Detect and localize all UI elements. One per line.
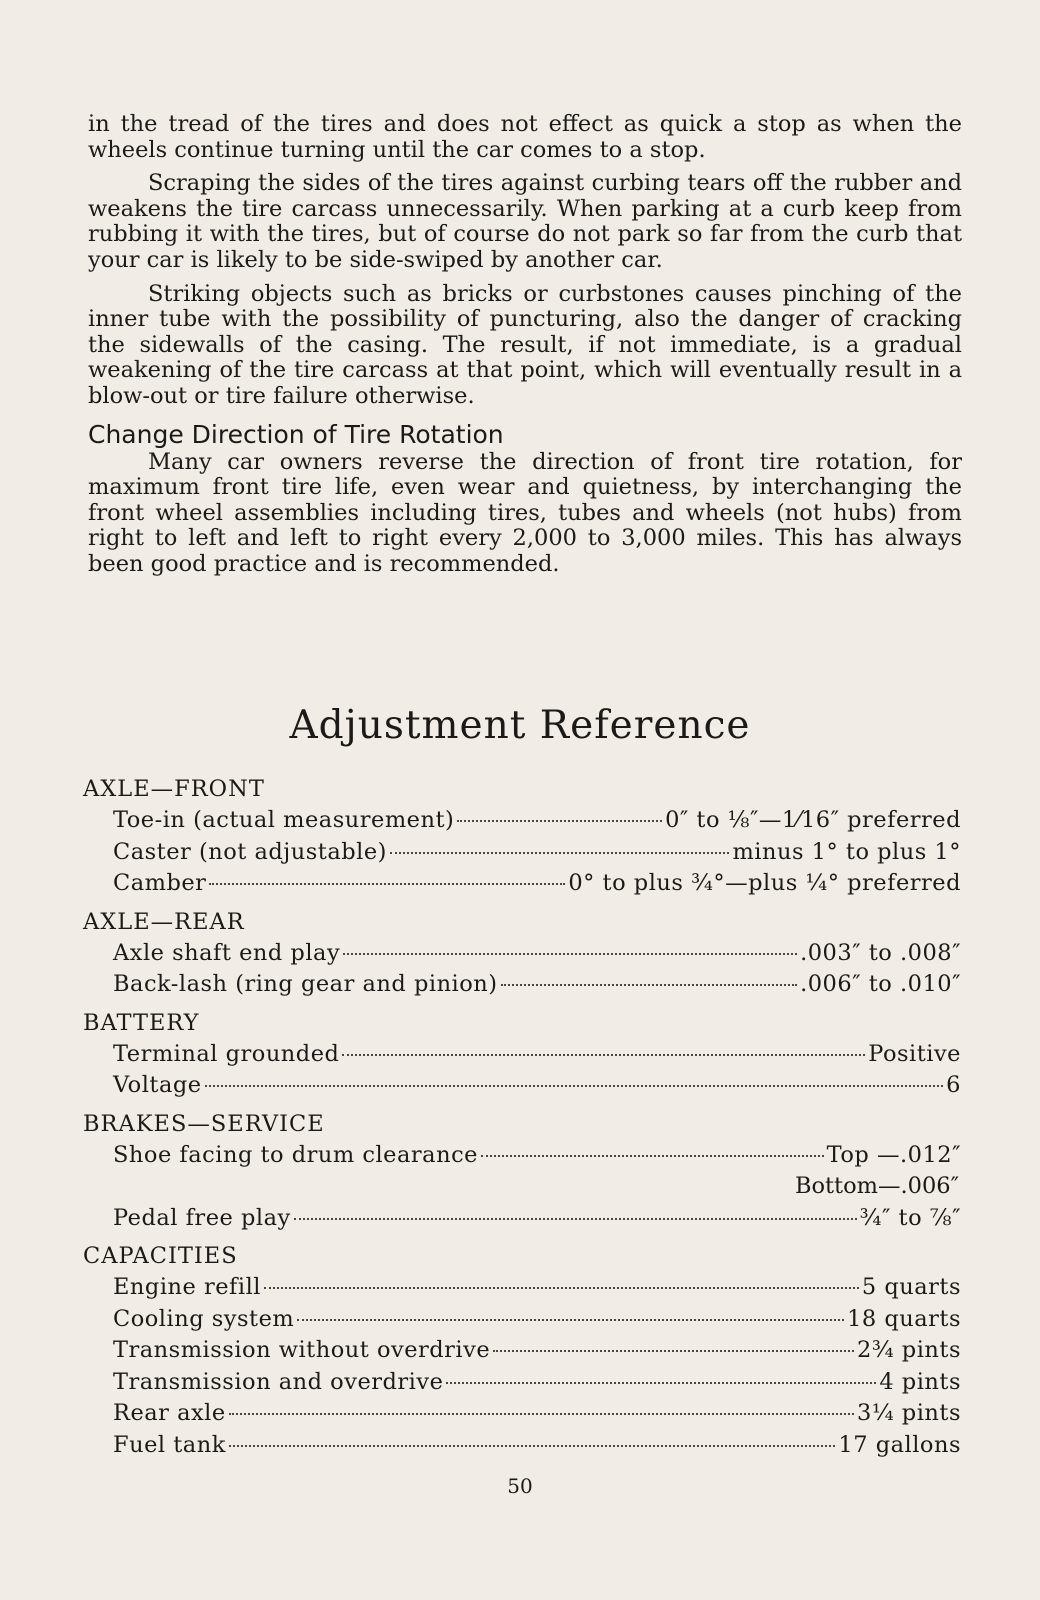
leader-dots [229,1413,854,1415]
reference-row [83,1398,961,1430]
reference-section [83,1007,961,1102]
reference-row-value: ¾″ to ⅞″ [859,1204,961,1231]
reference-row [83,1203,961,1235]
reference-row [83,1304,961,1336]
reference-row-label: Transmission and overdrive [113,1368,444,1395]
leader-dots [457,820,662,822]
reference-row [83,938,961,970]
reference-row-label: Engine refill [113,1274,261,1300]
reference-section-heading: AXLE—FRONT [83,776,265,802]
leader-dots [342,1054,865,1056]
reference-row [83,1335,961,1367]
leader-dots [264,1287,859,1289]
reference-row [83,1367,961,1399]
section-heading-tire-rotation: Change Direction of Tire Rotation [88,419,504,449]
leader-dots [297,1319,844,1321]
reference-row-value: 0° to plus ¾°—plus ¼° preferred [568,870,961,896]
reference-section-heading: BRAKES—SERVICE [83,1110,325,1137]
reference-row [83,837,961,869]
reference-section [83,906,961,1001]
reference-row [83,1272,961,1304]
adjustment-reference-title: Adjustment Reference [289,703,751,748]
reference-row-label: Pedal free play [113,1204,291,1231]
reference-row-value: 6 [946,1072,961,1098]
reference-row-value: 4 pints [879,1368,961,1395]
reference-row-value: .006″ to .010″ [800,971,961,997]
reference-row [83,1140,961,1172]
body-text [88,112,962,586]
reference-row [83,969,961,1001]
leader-dots [229,1445,836,1447]
adjustment-reference-table [83,773,961,1467]
reference-row-value: 18 quarts [847,1305,961,1332]
reference-row [83,805,961,837]
reference-row-label: Axle shaft end play [113,939,341,966]
reference-row-label: Fuel tank [113,1431,226,1458]
reference-row-value-extra: Bottom—.006″ [794,1173,959,1199]
reference-row-label: Toe-in (actual measurement) [113,807,455,833]
reference-row-label: Camber [113,870,207,896]
reference-row-value: minus 1° to plus 1° [732,838,961,865]
reference-row-label: Transmission without overdrive [113,1337,491,1363]
reference-row-value: Top —.012″ [826,1141,961,1168]
paragraph-scraping: Scraping the sides of the tires against curbing tears off the rubber and weakens the tire carcass unnecessarily. When parking at a curb keep from rubbing it with the tires, but of course do not park so far from the curb that your car is likely to be side-swiped by another car. [88,170,962,273]
leader-dots [493,1350,854,1352]
reference-row-label: Cooling system [113,1305,295,1332]
reference-section-heading: BATTERY [83,1009,200,1036]
reference-section [83,1108,961,1235]
reference-row-label: Back-lash (ring gear and pinion) [113,971,498,997]
leader-dots [343,953,797,955]
paragraph-tread: in the tread of the tires and does not effect as quick a stop as when the wheels continue turning until the car comes to a stop. [88,111,962,163]
reference-section [83,1240,961,1461]
reference-row-value: 0″ to ⅛″—1⁄16″ preferred [665,807,961,833]
reference-row-label: Voltage [113,1072,202,1098]
reference-row-value: 2¾ pints [857,1337,961,1363]
page-number: 50 [507,1474,533,1498]
reference-section-heading: CAPACITIES [83,1243,238,1269]
leader-dots [205,1085,944,1087]
reference-section-heading: AXLE—REAR [83,908,245,935]
reference-section [83,773,961,900]
leader-dots [481,1155,824,1157]
leader-dots [446,1382,876,1384]
reference-row-value: 3¼ pints [857,1400,961,1426]
reference-row-label: Rear axle [113,1400,226,1426]
leader-dots [501,984,798,986]
reference-row [83,1039,961,1071]
leader-dots [390,852,730,854]
reference-row [83,1070,961,1102]
reference-row-value: 17 gallons [838,1431,961,1458]
paragraph-tire-rotation: Many car owners reverse the direction of front tire rotation, for maximum front tire life, even wear and quietness, by interchanging the front wheel assemblies including tires, tubes and wheels (not hubs) from right to left and left to right every 2,000 to 3,000 miles. This has always been good practice and is recommended. [88,448,962,577]
reference-row-label: Terminal grounded [113,1040,340,1067]
reference-row-value: .003″ to .008″ [800,939,961,966]
paragraph-striking: Striking objects such as bricks or curbstones causes pinching of the inner tube with the possibility of puncturing, also the danger of cracking the sidewalls of the casing. The result, if not immediate, is a gradual weakening of the tire carcass at that point, which will eventually result in a blow-out or tire failure otherwise. [88,280,962,409]
reference-row [83,868,961,900]
leader-dots [294,1218,857,1220]
reference-row-label: Caster (not adjustable) [113,838,387,865]
reference-row-value: 5 quarts [861,1274,961,1300]
reference-row [83,1430,961,1462]
reference-row-label: Shoe facing to drum clearance [113,1141,478,1168]
reference-row-value: Positive [868,1040,961,1067]
leader-dots [209,883,565,885]
